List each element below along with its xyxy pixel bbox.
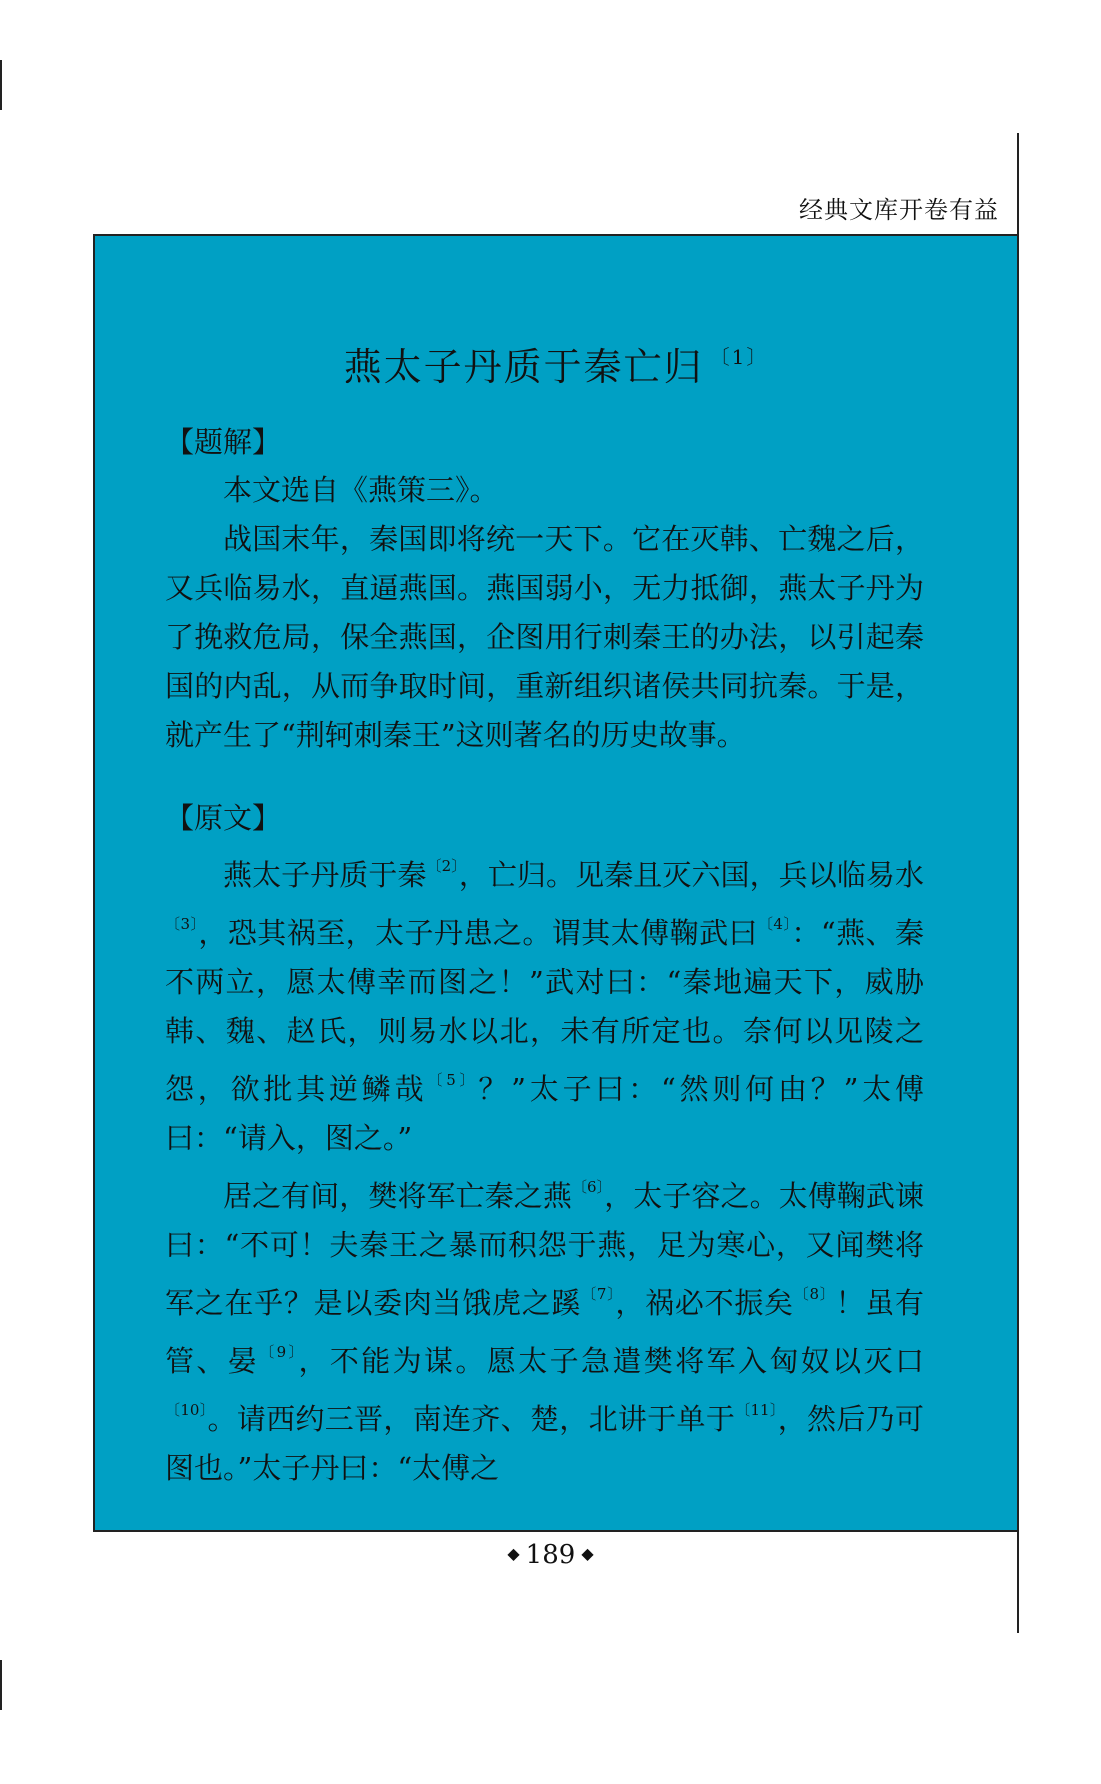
page-number-text: 189: [525, 1540, 576, 1570]
page-number-right-diamond: ◆: [581, 1544, 594, 1563]
text-segment: 居之有间，樊将军亡秦之燕: [223, 1179, 572, 1213]
text-segment: ？”太子曰：“然则何由？”太傅曰：“请入，图之。”: [165, 1072, 924, 1155]
footnote-marker: 〔5〕: [427, 1071, 479, 1089]
footnote-marker: 〔10〕: [165, 1401, 208, 1419]
text-segment: ：“燕、秦不两立，愿太傅幸而图之！”武对曰：“秦地遍天下，威胁韩、魏、赵氏，则易水以北，未有所定也。奈何以见陵之怨，欲批其逆鳞哉: [165, 916, 925, 1106]
footnote-marker: 〔6〕: [571, 1178, 605, 1196]
text-segment: 战国末年，秦国即将统一天下。它在灭韩、亡魏之后，又兵临易水，直逼燕国。燕国弱小，无力抵御，燕太子丹为了挽救危局，保全燕国，企图用行刺秦王的办法，以引起秦国的内乱，从而争取时间，重新组织诸侯共同抗秦。于是，就产生了“荆轲刺秦王”这则著名的历史故事。: [165, 522, 924, 752]
paragraph: [165, 466, 924, 515]
footnote-marker: 〔11〕: [735, 1401, 778, 1419]
section-heading: 【题解】: [165, 425, 282, 459]
article-body: [165, 418, 924, 1493]
text-segment: ，亡归。见秦且灭六国，兵以临易水: [458, 858, 924, 892]
article-title-text: 燕太子丹质于秦亡归: [343, 345, 704, 389]
text-segment: ，太子容之。太傅鞠武谏曰：“不可！夫秦王之暴而积怨于燕，足为寒心，又闻樊将军之在乎？是以委肉当饿虎之蹊: [165, 1179, 924, 1320]
paragraph: [165, 1163, 924, 1493]
section-gap: [165, 760, 924, 794]
footnote-marker: 〔3〕: [165, 915, 199, 933]
title-footnote-marker: 〔1〕: [709, 345, 769, 369]
running-header: 经典文库开卷有益: [799, 196, 999, 224]
paragraph: [165, 842, 924, 1163]
text-segment: 本文选自《燕策三》。: [223, 473, 499, 507]
right-margin-rule: [1017, 133, 1019, 1633]
footnote-marker: 〔4〕: [757, 915, 792, 933]
content-panel: [93, 236, 1017, 1532]
article-title: [95, 336, 1017, 391]
footnote-marker: 〔2〕: [426, 857, 459, 875]
section-heading: 【原文】: [165, 801, 282, 835]
text-segment: 燕太子丹质于秦: [223, 858, 427, 892]
crop-mark-top: [0, 60, 2, 110]
text-segment: ，恐其祸至，太子丹患之。谓其太傅鞠武曰: [198, 916, 758, 950]
text-segment: 。请西约三晋，南连齐、楚，北讲于单于: [207, 1402, 736, 1436]
paragraph: [165, 515, 924, 760]
page-number-left-diamond: ◆: [507, 1544, 520, 1563]
text-segment: ！虽有管、晏: [165, 1286, 924, 1378]
page-number: [0, 1540, 1101, 1570]
footnote-marker: 〔7〕: [581, 1285, 616, 1303]
footnote-marker: 〔9〕: [259, 1343, 299, 1361]
text-segment: ，祸必不振矣: [615, 1286, 794, 1320]
text-segment: ，然后乃可图也。”太子丹曰：“太傅之: [165, 1402, 924, 1485]
footnote-marker: 〔8〕: [793, 1285, 836, 1303]
text-segment: ，不能为谋。愿太子急遣樊将军入匈奴以灭口: [298, 1344, 924, 1378]
crop-mark-bottom: [0, 1660, 2, 1710]
